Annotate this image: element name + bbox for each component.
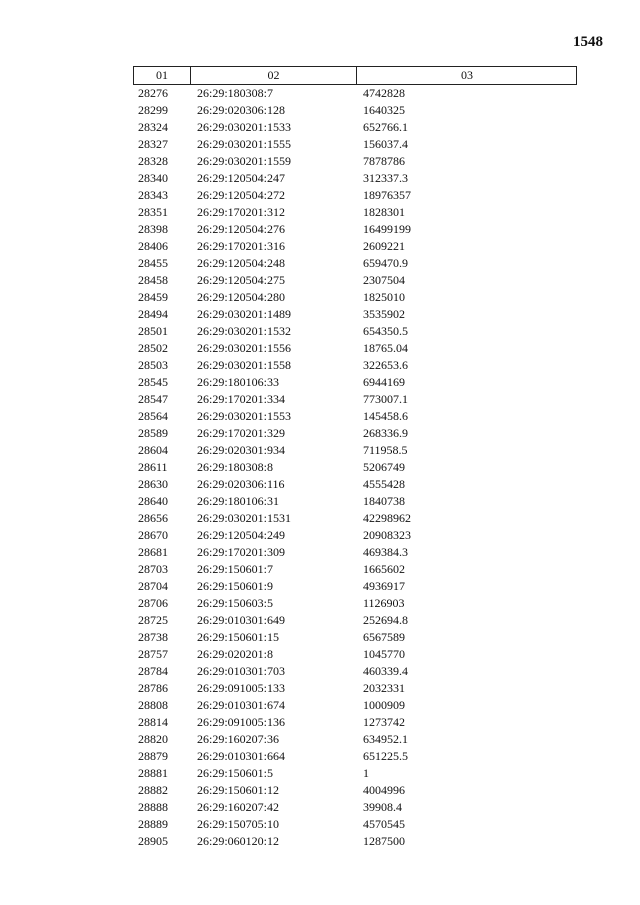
table-row: [133, 544, 577, 561]
row-value: 4742828: [363, 86, 405, 100]
row-id: 28343: [138, 188, 168, 202]
table-row: [133, 493, 577, 510]
row-cadastral-number: 26:29:020301:934: [197, 443, 286, 457]
row-cadastral-number: 26:29:150601:15: [197, 630, 280, 644]
table-row: [133, 408, 577, 425]
row-cadastral-number: 26:29:030201:1556: [197, 341, 292, 355]
row-cadastral-number: 26:29:180106:33: [197, 375, 280, 389]
row-value: 2307504: [363, 273, 405, 287]
row-id: 28630: [138, 477, 168, 491]
table-row: [133, 799, 577, 816]
row-value: 1287500: [363, 834, 405, 848]
row-value: 460339.4: [363, 664, 408, 678]
row-id: 28888: [138, 800, 168, 814]
row-value: 654350.5: [363, 324, 408, 338]
table-row: [133, 187, 577, 204]
table-row: [133, 238, 577, 255]
table-row: [133, 323, 577, 340]
row-cadastral-number: 26:29:010301:664: [197, 749, 286, 763]
row-id: 28681: [138, 545, 168, 559]
row-value: 1126903: [363, 596, 405, 610]
row-cadastral-number: 26:29:020201:8: [197, 647, 274, 661]
row-cadastral-number: 26:29:170201:312: [197, 205, 286, 219]
row-id: 28351: [138, 205, 168, 219]
row-id: 28725: [138, 613, 168, 627]
row-value: 1000909: [363, 698, 405, 712]
row-cadastral-number: 26:29:180308:7: [197, 86, 274, 100]
row-id: 28299: [138, 103, 168, 117]
row-id: 28881: [138, 766, 168, 780]
table-row: [133, 748, 577, 765]
row-id: 28808: [138, 698, 168, 712]
row-value: 322653.6: [363, 358, 408, 372]
row-cadastral-number: 26:29:120504:280: [197, 290, 286, 304]
row-id: 28503: [138, 358, 168, 372]
row-id: 28820: [138, 732, 168, 746]
row-cadastral-number: 26:29:160207:36: [197, 732, 280, 746]
row-value: 1045770: [363, 647, 405, 661]
row-id: 28501: [138, 324, 168, 338]
row-cadastral-number: 26:29:091005:136: [197, 715, 286, 729]
row-cadastral-number: 26:29:150705:10: [197, 817, 280, 831]
row-id: 28324: [138, 120, 168, 134]
table-row: [133, 391, 577, 408]
table-row: [133, 272, 577, 289]
row-cadastral-number: 26:29:150601:5: [197, 766, 274, 780]
row-id: 28545: [138, 375, 168, 389]
row-value: 18976357: [363, 188, 411, 202]
row-cadastral-number: 26:29:010301:649: [197, 613, 286, 627]
row-value: 18765.04: [363, 341, 408, 355]
row-id: 28459: [138, 290, 168, 304]
table-row: [133, 170, 577, 187]
row-value: 6944169: [363, 375, 405, 389]
table-row: [133, 731, 577, 748]
row-value: 1: [363, 766, 369, 780]
row-value: 773007.1: [363, 392, 408, 406]
row-cadastral-number: 26:29:170201:334: [197, 392, 286, 406]
table-row: [133, 680, 577, 697]
row-id: 28882: [138, 783, 168, 797]
table-row: [133, 697, 577, 714]
table-row: [133, 782, 577, 799]
row-id: 28706: [138, 596, 168, 610]
table-row: [133, 578, 577, 595]
header-col-02: 02: [191, 67, 357, 84]
row-id: 28276: [138, 86, 168, 100]
row-id: 28455: [138, 256, 168, 270]
row-id: 28589: [138, 426, 168, 440]
table-row: [133, 527, 577, 544]
table-row: [133, 153, 577, 170]
row-id: 28564: [138, 409, 168, 423]
row-value: 4570545: [363, 817, 405, 831]
row-value: 312337.3: [363, 171, 408, 185]
row-cadastral-number: 26:29:120504:248: [197, 256, 286, 270]
table-row: [133, 374, 577, 391]
row-id: 28458: [138, 273, 168, 287]
row-cadastral-number: 26:29:060120:12: [197, 834, 280, 848]
row-value: 469384.3: [363, 545, 408, 559]
table-row: [133, 204, 577, 221]
header-col-01: 01: [134, 67, 191, 84]
header-col-03: 03: [461, 68, 473, 82]
table-row: [133, 425, 577, 442]
row-id: 28786: [138, 681, 168, 695]
table-row: [133, 714, 577, 731]
table-row: [133, 85, 577, 102]
row-value: 4936917: [363, 579, 405, 593]
row-value: 39908.4: [363, 800, 402, 814]
table-row: [133, 459, 577, 476]
row-id: 28327: [138, 137, 168, 151]
row-value: 1640325: [363, 103, 405, 117]
table-row: [133, 306, 577, 323]
table-row: [133, 561, 577, 578]
row-cadastral-number: 26:29:120504:276: [197, 222, 286, 236]
page-number: 1548: [573, 34, 603, 50]
row-value: 2609221: [363, 239, 405, 253]
row-cadastral-number: 26:29:020306:116: [197, 477, 285, 491]
row-cadastral-number: 26:29:150601:7: [197, 562, 274, 576]
row-cadastral-number: 26:29:150601:12: [197, 783, 280, 797]
row-cadastral-number: 26:29:120504:247: [197, 171, 286, 185]
table-row: [133, 595, 577, 612]
row-value: 2032331: [363, 681, 405, 695]
row-id: 28604: [138, 443, 168, 457]
row-cadastral-number: 26:29:030201:1553: [197, 409, 292, 423]
row-cadastral-number: 26:29:091005:133: [197, 681, 286, 695]
row-id: 28406: [138, 239, 168, 253]
table-row: [133, 476, 577, 493]
row-value: 1825010: [363, 290, 405, 304]
row-id: 28656: [138, 511, 168, 525]
row-cadastral-number: 26:29:160207:42: [197, 800, 280, 814]
table-row: [133, 255, 577, 272]
table-header: [133, 66, 577, 85]
row-id: 28704: [138, 579, 168, 593]
row-cadastral-number: 26:29:010301:703: [197, 664, 286, 678]
row-value: 4555428: [363, 477, 405, 491]
row-id: 28398: [138, 222, 168, 236]
row-cadastral-number: 26:29:030201:1531: [197, 511, 292, 525]
row-cadastral-number: 26:29:030201:1555: [197, 137, 292, 151]
row-value: 1828301: [363, 205, 405, 219]
row-cadastral-number: 26:29:150603:5: [197, 596, 274, 610]
row-cadastral-number: 26:29:010301:674: [197, 698, 286, 712]
table-row: [133, 663, 577, 680]
table-row: [133, 102, 577, 119]
row-cadastral-number: 26:29:020306:128: [197, 103, 286, 117]
row-cadastral-number: 26:29:170201:316: [197, 239, 286, 253]
row-id: 28328: [138, 154, 168, 168]
table-row: [133, 629, 577, 646]
table-row: [133, 340, 577, 357]
row-id: 28738: [138, 630, 168, 644]
table-row: [133, 510, 577, 527]
row-value: 145458.6: [363, 409, 408, 423]
row-cadastral-number: 26:29:030201:1532: [197, 324, 292, 338]
row-value: 1665602: [363, 562, 405, 576]
row-id: 28879: [138, 749, 168, 763]
row-id: 28502: [138, 341, 168, 355]
row-id: 28611: [138, 460, 168, 474]
row-cadastral-number: 26:29:120504:249: [197, 528, 286, 542]
row-cadastral-number: 26:29:030201:1559: [197, 154, 292, 168]
table-row: [133, 357, 577, 374]
row-id: 28670: [138, 528, 168, 542]
row-cadastral-number: 26:29:180308:8: [197, 460, 274, 474]
row-cadastral-number: 26:29:120504:272: [197, 188, 286, 202]
table-row: [133, 289, 577, 306]
row-cadastral-number: 26:29:030201:1558: [197, 358, 292, 372]
table-row: [133, 136, 577, 153]
row-cadastral-number: 26:29:030201:1533: [197, 120, 292, 134]
row-id: 28640: [138, 494, 168, 508]
row-value: 4004996: [363, 783, 405, 797]
row-value: 156037.4: [363, 137, 408, 151]
row-value: 651225.5: [363, 749, 408, 763]
row-value: 16499199: [363, 222, 411, 236]
row-value: 634952.1: [363, 732, 408, 746]
row-id: 28814: [138, 715, 168, 729]
table-row: [133, 765, 577, 782]
row-cadastral-number: 26:29:120504:275: [197, 273, 286, 287]
row-value: 1273742: [363, 715, 405, 729]
table-row: [133, 833, 577, 850]
row-value: 20908323: [363, 528, 411, 542]
row-value: 42298962: [363, 511, 411, 525]
row-value: 7878786: [363, 154, 405, 168]
table-body: [133, 85, 577, 850]
data-table: [133, 66, 577, 850]
row-id: 28905: [138, 834, 168, 848]
table-row: [133, 221, 577, 238]
row-value: 652766.1: [363, 120, 408, 134]
row-value: 6567589: [363, 630, 405, 644]
row-cadastral-number: 26:29:030201:1489: [197, 307, 292, 321]
row-value: 3535902: [363, 307, 405, 321]
table-row: [133, 442, 577, 459]
row-id: 28547: [138, 392, 168, 406]
row-id: 28340: [138, 171, 168, 185]
row-value: 252694.8: [363, 613, 408, 627]
row-value: 268336.9: [363, 426, 408, 440]
row-id: 28757: [138, 647, 168, 661]
table-row: [133, 612, 577, 629]
row-id: 28494: [138, 307, 168, 321]
row-cadastral-number: 26:29:150601:9: [197, 579, 274, 593]
row-id: 28784: [138, 664, 168, 678]
row-value: 1840738: [363, 494, 405, 508]
table-row: [133, 816, 577, 833]
row-cadastral-number: 26:29:170201:309: [197, 545, 286, 559]
row-cadastral-number: 26:29:170201:329: [197, 426, 286, 440]
row-value: 711958.5: [363, 443, 408, 457]
table-row: [133, 646, 577, 663]
table-row: [133, 119, 577, 136]
row-id: 28703: [138, 562, 168, 576]
row-value: 5206749: [363, 460, 405, 474]
row-cadastral-number: 26:29:180106:31: [197, 494, 280, 508]
row-value: 659470.9: [363, 256, 408, 270]
row-id: 28889: [138, 817, 168, 831]
